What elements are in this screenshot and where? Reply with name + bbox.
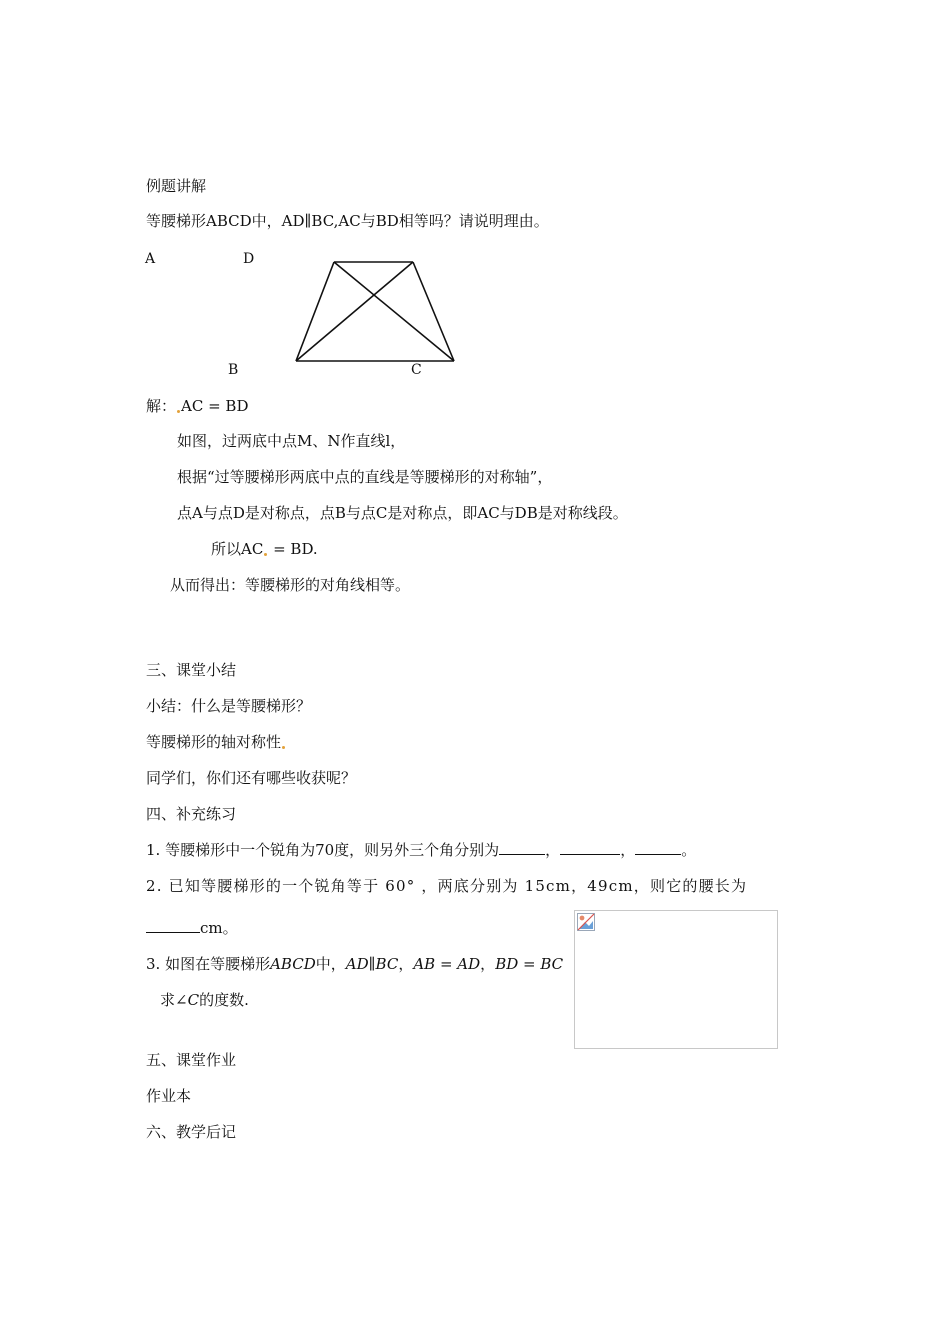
practice-item-2: 2. 已知等腰梯形的一个锐角等于 60° ，两底分别为 15cm，49cm，则它的腰长为 — [146, 877, 748, 895]
example-heading: 例题讲解 — [146, 177, 207, 195]
summary-question-3: 同学们，你们还有哪些收获呢？ — [146, 769, 357, 787]
practice-3-q-b: 的度数. — [199, 991, 249, 1009]
practice-item-3-line-2 — [160, 990, 249, 1010]
solution-conclusion-b: = BD. — [268, 540, 318, 558]
diagonal-bd — [296, 262, 413, 361]
mark-dot — [264, 553, 267, 556]
solution-line-1 — [146, 396, 248, 416]
summary-question-2 — [146, 732, 286, 752]
figure-label-c: C — [411, 362, 422, 378]
edge-ab — [296, 262, 334, 361]
separator: ， — [620, 841, 636, 859]
homework-item: 作业本 — [146, 1087, 192, 1105]
solution-conclusion-a: 所以AC — [211, 540, 264, 558]
answer-blank-4[interactable] — [146, 918, 200, 933]
summary-q2-text: 等腰梯形的轴对称性 — [146, 733, 282, 751]
practice-1-text: 1. 等腰梯形中一个锐角为70度，则另外三个角分别为 — [146, 841, 500, 859]
mark-dot — [282, 746, 285, 749]
practice-3-cond-2: AB = AD — [413, 955, 481, 973]
solution-line-3: 根据“过等腰梯形两底中点的直线是等腰梯形的对称轴”， — [177, 468, 553, 486]
example-problem: 等腰梯形ABCD中，AD∥BC,AC与BD相等吗？请说明理由。 — [146, 212, 549, 230]
homework-heading: 五、课堂作业 — [146, 1051, 237, 1069]
solution-prefix: 解： — [146, 397, 177, 415]
separator: ， — [398, 955, 414, 973]
figure-label-a: A — [145, 251, 156, 267]
solution-line-2: 如图，过两底中点M、N作直线l， — [177, 432, 406, 450]
reflection-heading: 六、教学后记 — [146, 1123, 237, 1141]
practice-3-cond-1: AD∥BC — [345, 955, 399, 973]
end-mark: 。 — [681, 841, 697, 859]
practice-heading: 四、补充练习 — [146, 805, 237, 823]
solution-line-5 — [211, 539, 318, 559]
diagonal-ac — [334, 262, 454, 361]
summary-question-1: 小结：什么是等腰梯形？ — [146, 697, 312, 715]
summary-heading: 三、课堂小结 — [146, 661, 237, 679]
separator: ， — [480, 955, 496, 973]
practice-item-1 — [146, 840, 696, 860]
figure-label-b: B — [228, 362, 239, 378]
answer-blank-1[interactable] — [499, 840, 545, 855]
practice-item-3 — [146, 954, 563, 974]
practice-3-mid: 中， — [315, 955, 346, 973]
figure-label-d: D — [243, 251, 255, 267]
practice-item-2-answer — [146, 918, 238, 938]
solution-line-4: 点A与点D是对称点，点B与点C是对称点，即AC与DB是对称线段。 — [177, 504, 628, 522]
answer-blank-2[interactable] — [560, 840, 620, 855]
solution-line-6: 从而得出：等腰梯形的对角线相等。 — [170, 576, 411, 594]
unit: cm。 — [200, 919, 238, 937]
practice-3-q-c: C — [187, 991, 200, 1009]
image-placeholder — [574, 910, 778, 1049]
broken-image-icon — [577, 913, 595, 931]
mark-dot — [177, 410, 180, 413]
practice-3-prefix: 3. 如图在等腰梯形 — [146, 955, 271, 973]
edge-dc — [413, 262, 454, 361]
answer-blank-3[interactable] — [635, 840, 681, 855]
solution-result: AC = BD — [181, 397, 249, 415]
trapezoid-figure — [290, 256, 460, 368]
practice-3-abcd: ABCD — [270, 955, 316, 973]
practice-3-q-a: 求∠ — [160, 991, 188, 1009]
practice-3-cond-3: BD = BC — [495, 955, 564, 973]
separator: ， — [545, 841, 561, 859]
